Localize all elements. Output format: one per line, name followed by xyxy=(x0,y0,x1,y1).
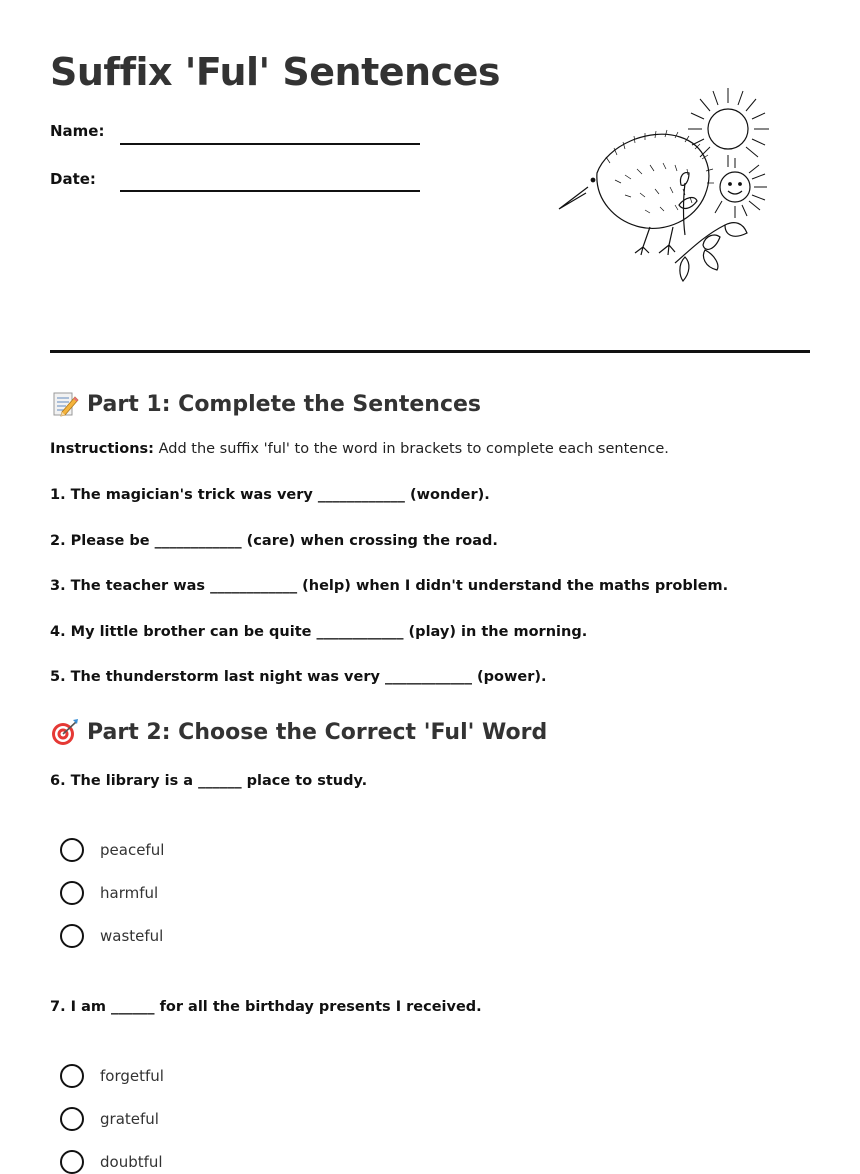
part1-heading-text: Part 1: Complete the Sentences xyxy=(87,391,482,417)
question-7: 7. I am ______ for all the birthday presents I received. xyxy=(50,999,482,1015)
question-4: 4. My little brother can be quite ____________ (play) in the morning. xyxy=(50,624,588,640)
q6-option-wasteful[interactable] xyxy=(60,924,163,948)
leaves-icon xyxy=(675,173,747,281)
header-divider xyxy=(50,350,810,353)
instructions xyxy=(50,441,669,457)
name-field xyxy=(50,122,104,140)
instructions-label: Instructions: xyxy=(50,441,154,457)
date-line[interactable] xyxy=(120,190,420,192)
name-label: Name: xyxy=(50,122,105,140)
q7-option-grateful[interactable] xyxy=(60,1107,159,1131)
kiwi-sun-illustration xyxy=(555,85,775,285)
name-line[interactable] xyxy=(120,143,420,145)
question-5: 5. The thunderstorm last night was very ____________ (power). xyxy=(50,669,547,685)
radio-button[interactable] xyxy=(60,881,84,905)
option-label: doubtful xyxy=(100,1153,163,1171)
question-3: 3. The teacher was ____________ (help) when I didn't understand the maths problem. xyxy=(50,578,729,594)
option-label: wasteful xyxy=(100,927,164,945)
part1-heading xyxy=(50,389,481,419)
memo-icon xyxy=(50,389,80,419)
radio-button[interactable] xyxy=(60,838,84,862)
radio-button[interactable] xyxy=(60,924,84,948)
q7-option-doubtful[interactable] xyxy=(60,1150,163,1174)
smiling-sun-icon xyxy=(715,158,767,218)
option-label: harmful xyxy=(100,884,159,902)
question-2: 2. Please be ____________ (care) when crossing the road. xyxy=(50,533,498,549)
radio-button[interactable] xyxy=(60,1107,84,1131)
sun-icon xyxy=(688,88,769,167)
q7-option-forgetful[interactable] xyxy=(60,1064,164,1088)
part2-heading-text: Part 2: Choose the Correct 'Ful' Word xyxy=(87,719,548,745)
date-field xyxy=(50,170,96,188)
option-label: grateful xyxy=(100,1110,159,1128)
direct-hit-target-icon xyxy=(50,717,80,747)
question-1: 1. The magician's trick was very ____________ (wonder). xyxy=(50,487,490,503)
date-label: Date: xyxy=(50,170,96,188)
question-6: 6. The library is a ______ place to study. xyxy=(50,773,368,789)
part2-heading xyxy=(50,717,547,747)
instructions-text: Add the suffix 'ful' to the word in brackets to complete each sentence. xyxy=(153,441,669,457)
option-label: peaceful xyxy=(100,841,165,859)
option-label: forgetful xyxy=(100,1067,164,1085)
q6-option-harmful[interactable] xyxy=(60,881,158,905)
radio-button[interactable] xyxy=(60,1150,84,1174)
worksheet-title: Suffix 'Ful' Sentences xyxy=(50,50,500,94)
radio-button[interactable] xyxy=(60,1064,84,1088)
q6-option-peaceful[interactable] xyxy=(60,838,164,862)
kiwi-bird-icon xyxy=(559,130,714,255)
